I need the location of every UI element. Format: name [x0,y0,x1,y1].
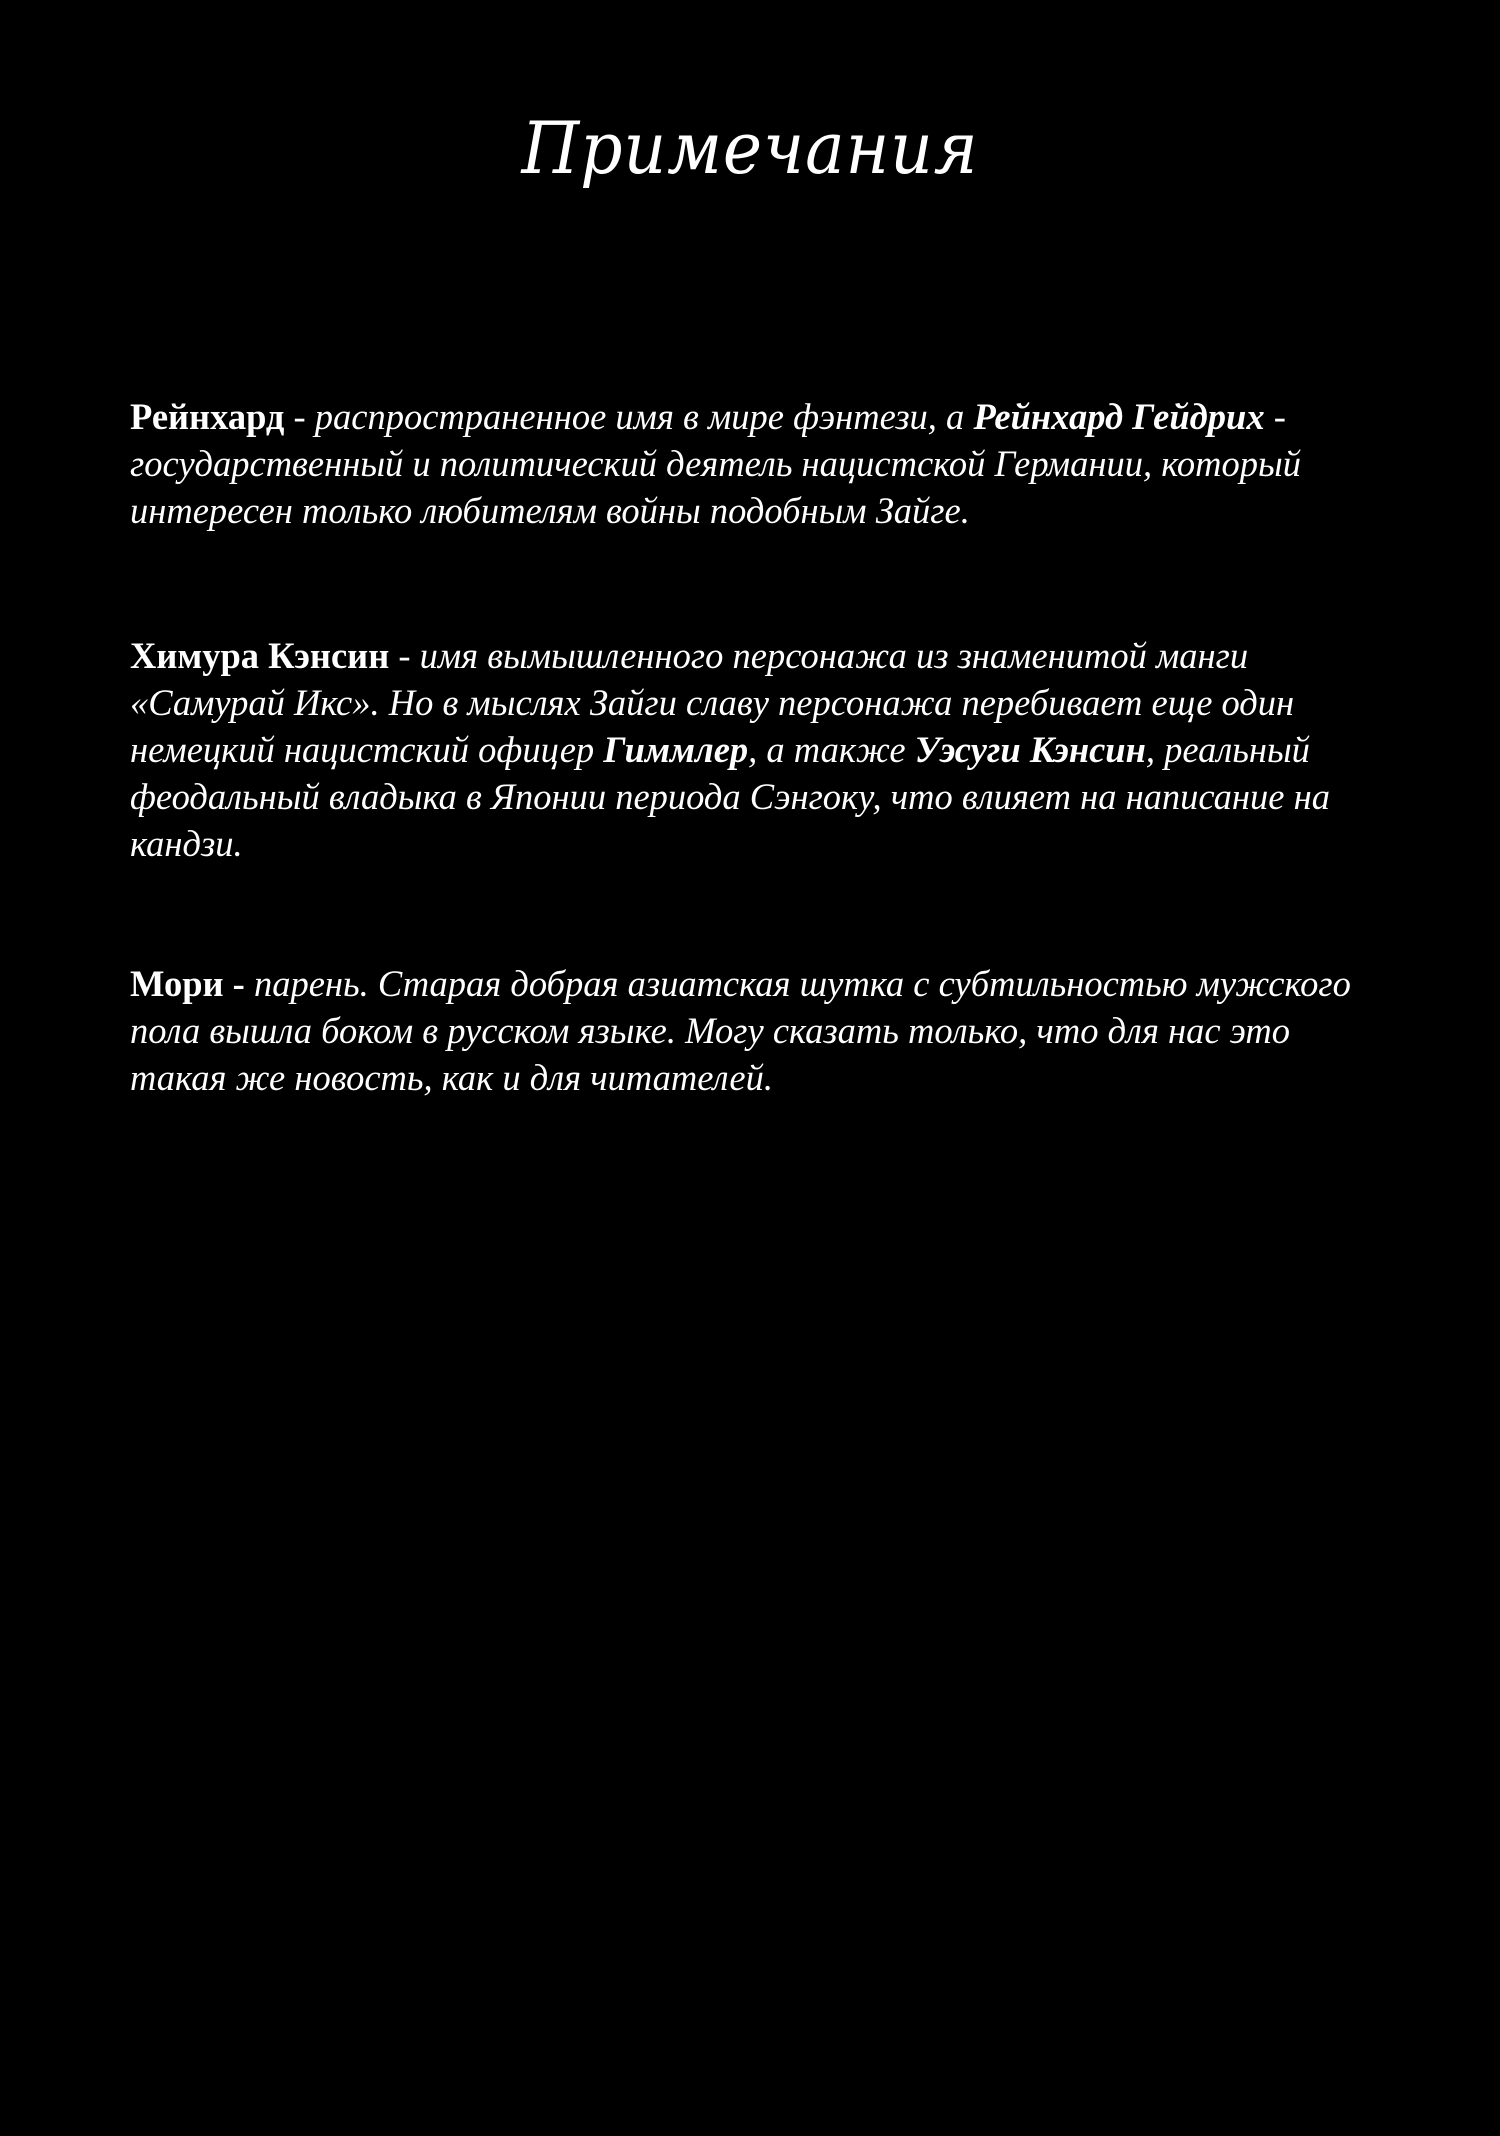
note-term: Химура Кэнсин [130,635,390,676]
note-separator: - [389,635,420,676]
note-separator [245,963,254,1004]
note-text-continued: , а также [748,729,915,770]
note-himura-kenshin [130,632,1370,867]
note-term-secondary: Гиммлер [603,729,749,770]
note-term: Рейнхард [130,396,285,437]
note-text-end: , реальный феодальный владыка в Японии периода Сэнгоку, что влияет на написание на кандзи. [130,729,1330,864]
note-term-tertiary: Уэсуги Кэнсин [914,729,1146,770]
note-text: парень. Старая добрая азиатская шутка с субтильностью мужского пола вышла боком в русском языке. Могу сказать только, что для нас это такая же новость, как и для читателей. [130,963,1351,1098]
note-text-continued: - государственный и политический деятель нацистской Германии, который интересен только любителям войны подобным Зайге. [130,396,1301,531]
note-mori [130,960,1370,1101]
note-text: распространенное имя в мире фэнтези, а [314,396,974,437]
page-title: Примечания [521,106,979,190]
note-separator: - [284,396,315,437]
note-reinhard [130,393,1370,534]
note-term-secondary: Рейнхард Гейдрих [973,396,1265,437]
note-text: имя вымышленного персонажа из знаменитой манги «Самурай Икс». Но в мыслях Зайги славу персонажа перебивает еще один немецкий нацистский офицер [130,635,1295,770]
note-term: Мори - [130,963,245,1004]
